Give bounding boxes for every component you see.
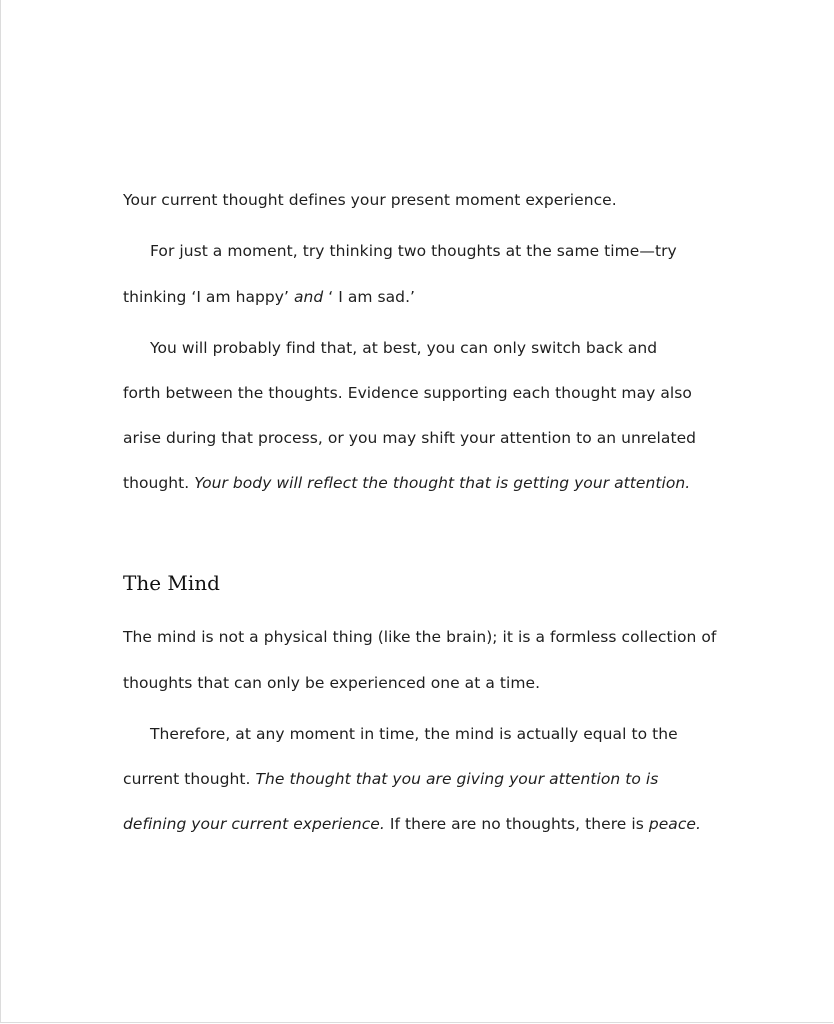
italic-text-segment: defining your current experience. xyxy=(123,815,385,833)
italic-text-segment: The thought that you are giving your attention to is xyxy=(255,770,659,788)
text-segment: forth between the thoughts. Evidence supporting each thought may also xyxy=(123,384,692,402)
text-segment: If there are no thoughts, there is xyxy=(384,815,649,833)
body-text-line xyxy=(150,338,657,358)
body-text-line xyxy=(123,190,617,210)
body-text-line xyxy=(123,473,690,493)
body-text-line xyxy=(150,241,677,261)
text-segment: thoughts that can only be experienced one at a time. xyxy=(123,674,541,692)
body-text-line xyxy=(123,814,701,834)
body-text-line xyxy=(123,673,540,693)
text-segment: thought. xyxy=(123,474,195,492)
italic-text-segment: Your body will reflect the thought that is getting your attention. xyxy=(194,474,691,492)
text-segment: The mind is not a physical thing (like the brain); it is a formless collection of xyxy=(123,628,717,646)
section-heading: The Mind xyxy=(123,571,220,595)
body-text-line xyxy=(123,287,415,307)
body-text-line xyxy=(123,428,696,448)
text-segment: Therefore, at any moment in time, the mind is actually equal to the xyxy=(150,725,678,743)
text-segment: Your current thought defines your present moment experience. xyxy=(123,191,617,209)
body-text-line xyxy=(123,383,692,403)
body-text-line xyxy=(123,769,658,789)
italic-text-segment: and xyxy=(293,288,324,306)
text-segment: ‘ I am sad.’ xyxy=(323,288,416,306)
body-text-line xyxy=(150,724,678,744)
italic-text-segment: peace. xyxy=(648,815,701,833)
text-segment: You will probably find that, at best, you can only switch back and xyxy=(150,339,658,357)
text-segment: arise during that process, or you may shift your attention to an unrelated xyxy=(123,429,697,447)
text-segment: thinking ‘I am happy’ xyxy=(123,288,294,306)
text-segment: current thought. xyxy=(123,770,256,788)
text-segment: For just a moment, try thinking two thoughts at the same time—try xyxy=(150,242,677,260)
body-text-line xyxy=(123,627,716,647)
